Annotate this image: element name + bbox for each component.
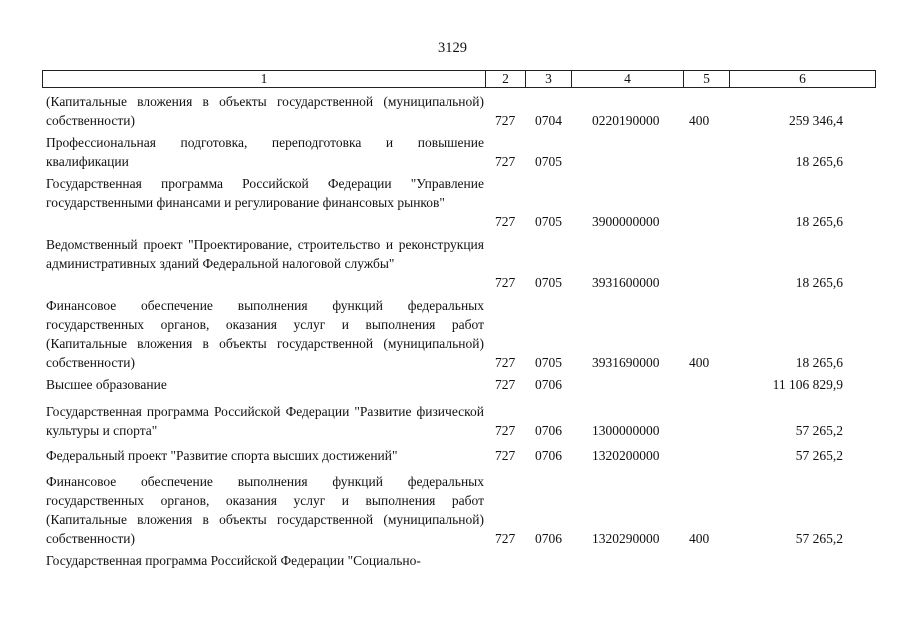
row-col-6: 57 265,2 [795,448,843,463]
row-name: Ведомственный проект "Проектирование, строительство и реконструкция административных зданий Федеральной налоговой службы" [46,237,484,271]
row-col-3: 0705 [535,275,562,290]
row-col-4: 3900000000 [592,214,660,229]
row-col-6: 18 265,6 [795,275,843,290]
row-col-6: 259 346,4 [789,113,843,128]
row-col-3: 0705 [535,154,562,169]
row-col-2: 727 [495,377,516,392]
row-col-6: 18 265,6 [795,355,843,370]
row-name: Финансовое обеспечение выполнения функций федеральных государственных органов, оказания услуг и выполнения работ (Капитальные вложения в объекты государственной (муниципальной) собственности) [46,298,484,370]
row-col-6: 11 106 829,9 [772,377,843,392]
row-col-6: 57 265,2 [795,531,843,546]
row-col-2: 727 [495,423,516,438]
column-header-3: 3 [525,71,571,87]
row-col-3: 0706 [535,531,562,546]
row-col-5: 400 [689,113,710,128]
row-col-5: 400 [689,531,710,546]
row-name: Высшее образование [46,377,167,392]
table-row [0,235,905,292]
row-col-6: 18 265,6 [795,154,843,169]
row-col-6: 18 265,6 [795,214,843,229]
table-row [0,446,905,465]
row-col-3: 0705 [535,214,562,229]
row-name: Профессиональная подготовка, переподготовка и повышение квалификации [46,135,484,169]
row-col-2: 727 [495,448,516,463]
page-number: 3129 [438,40,467,56]
row-col-4: 0220190000 [592,113,660,128]
row-col-2: 727 [495,275,516,290]
row-col-2: 727 [495,214,516,229]
table-row [0,402,905,440]
table-row [0,174,905,231]
row-col-4: 3931600000 [592,275,660,290]
row-col-6: 57 265,2 [795,423,843,438]
table-row [0,296,905,372]
row-name: Государственная программа Российской Федерации "Развитие физической культуры и спорта" [46,404,484,438]
row-col-4: 1320290000 [592,531,660,546]
table-row [0,133,905,171]
row-col-2: 727 [495,531,516,546]
column-header-6: 6 [729,71,875,87]
row-col-5: 400 [689,355,710,370]
row-col-2: 727 [495,355,516,370]
row-col-4: 3931690000 [592,355,660,370]
row-col-4: 1300000000 [592,423,660,438]
row-col-4: 1320200000 [592,448,660,463]
table-header [42,70,876,88]
table-row [0,551,905,570]
row-name: (Капитальные вложения в объекты государственной (муниципальной) собственности) [46,94,484,128]
row-name: Государственная программа Российской Федерации "Социально- [46,553,421,568]
row-col-3: 0704 [535,113,562,128]
table-row [0,92,905,130]
row-col-2: 727 [495,154,516,169]
row-col-2: 727 [495,113,516,128]
column-header-4: 4 [571,71,683,87]
column-header-5: 5 [683,71,729,87]
table-row [0,472,905,548]
row-name: Финансовое обеспечение выполнения функций федеральных государственных органов, оказания услуг и выполнения работ (Капитальные вложения в объекты государственной (муниципальной) собственности) [46,474,484,546]
row-col-3: 0706 [535,423,562,438]
row-name: Федеральный проект "Развитие спорта высших достижений" [46,448,398,463]
row-name: Государственная программа Российской Федерации "Управление государственными финансами и регулирование финансовых рынков" [46,176,484,210]
row-col-3: 0705 [535,355,562,370]
table-row [0,375,905,394]
row-col-3: 0706 [535,448,562,463]
row-col-3: 0706 [535,377,562,392]
column-header-1: 1 [260,71,268,87]
column-header-2: 2 [485,71,525,87]
